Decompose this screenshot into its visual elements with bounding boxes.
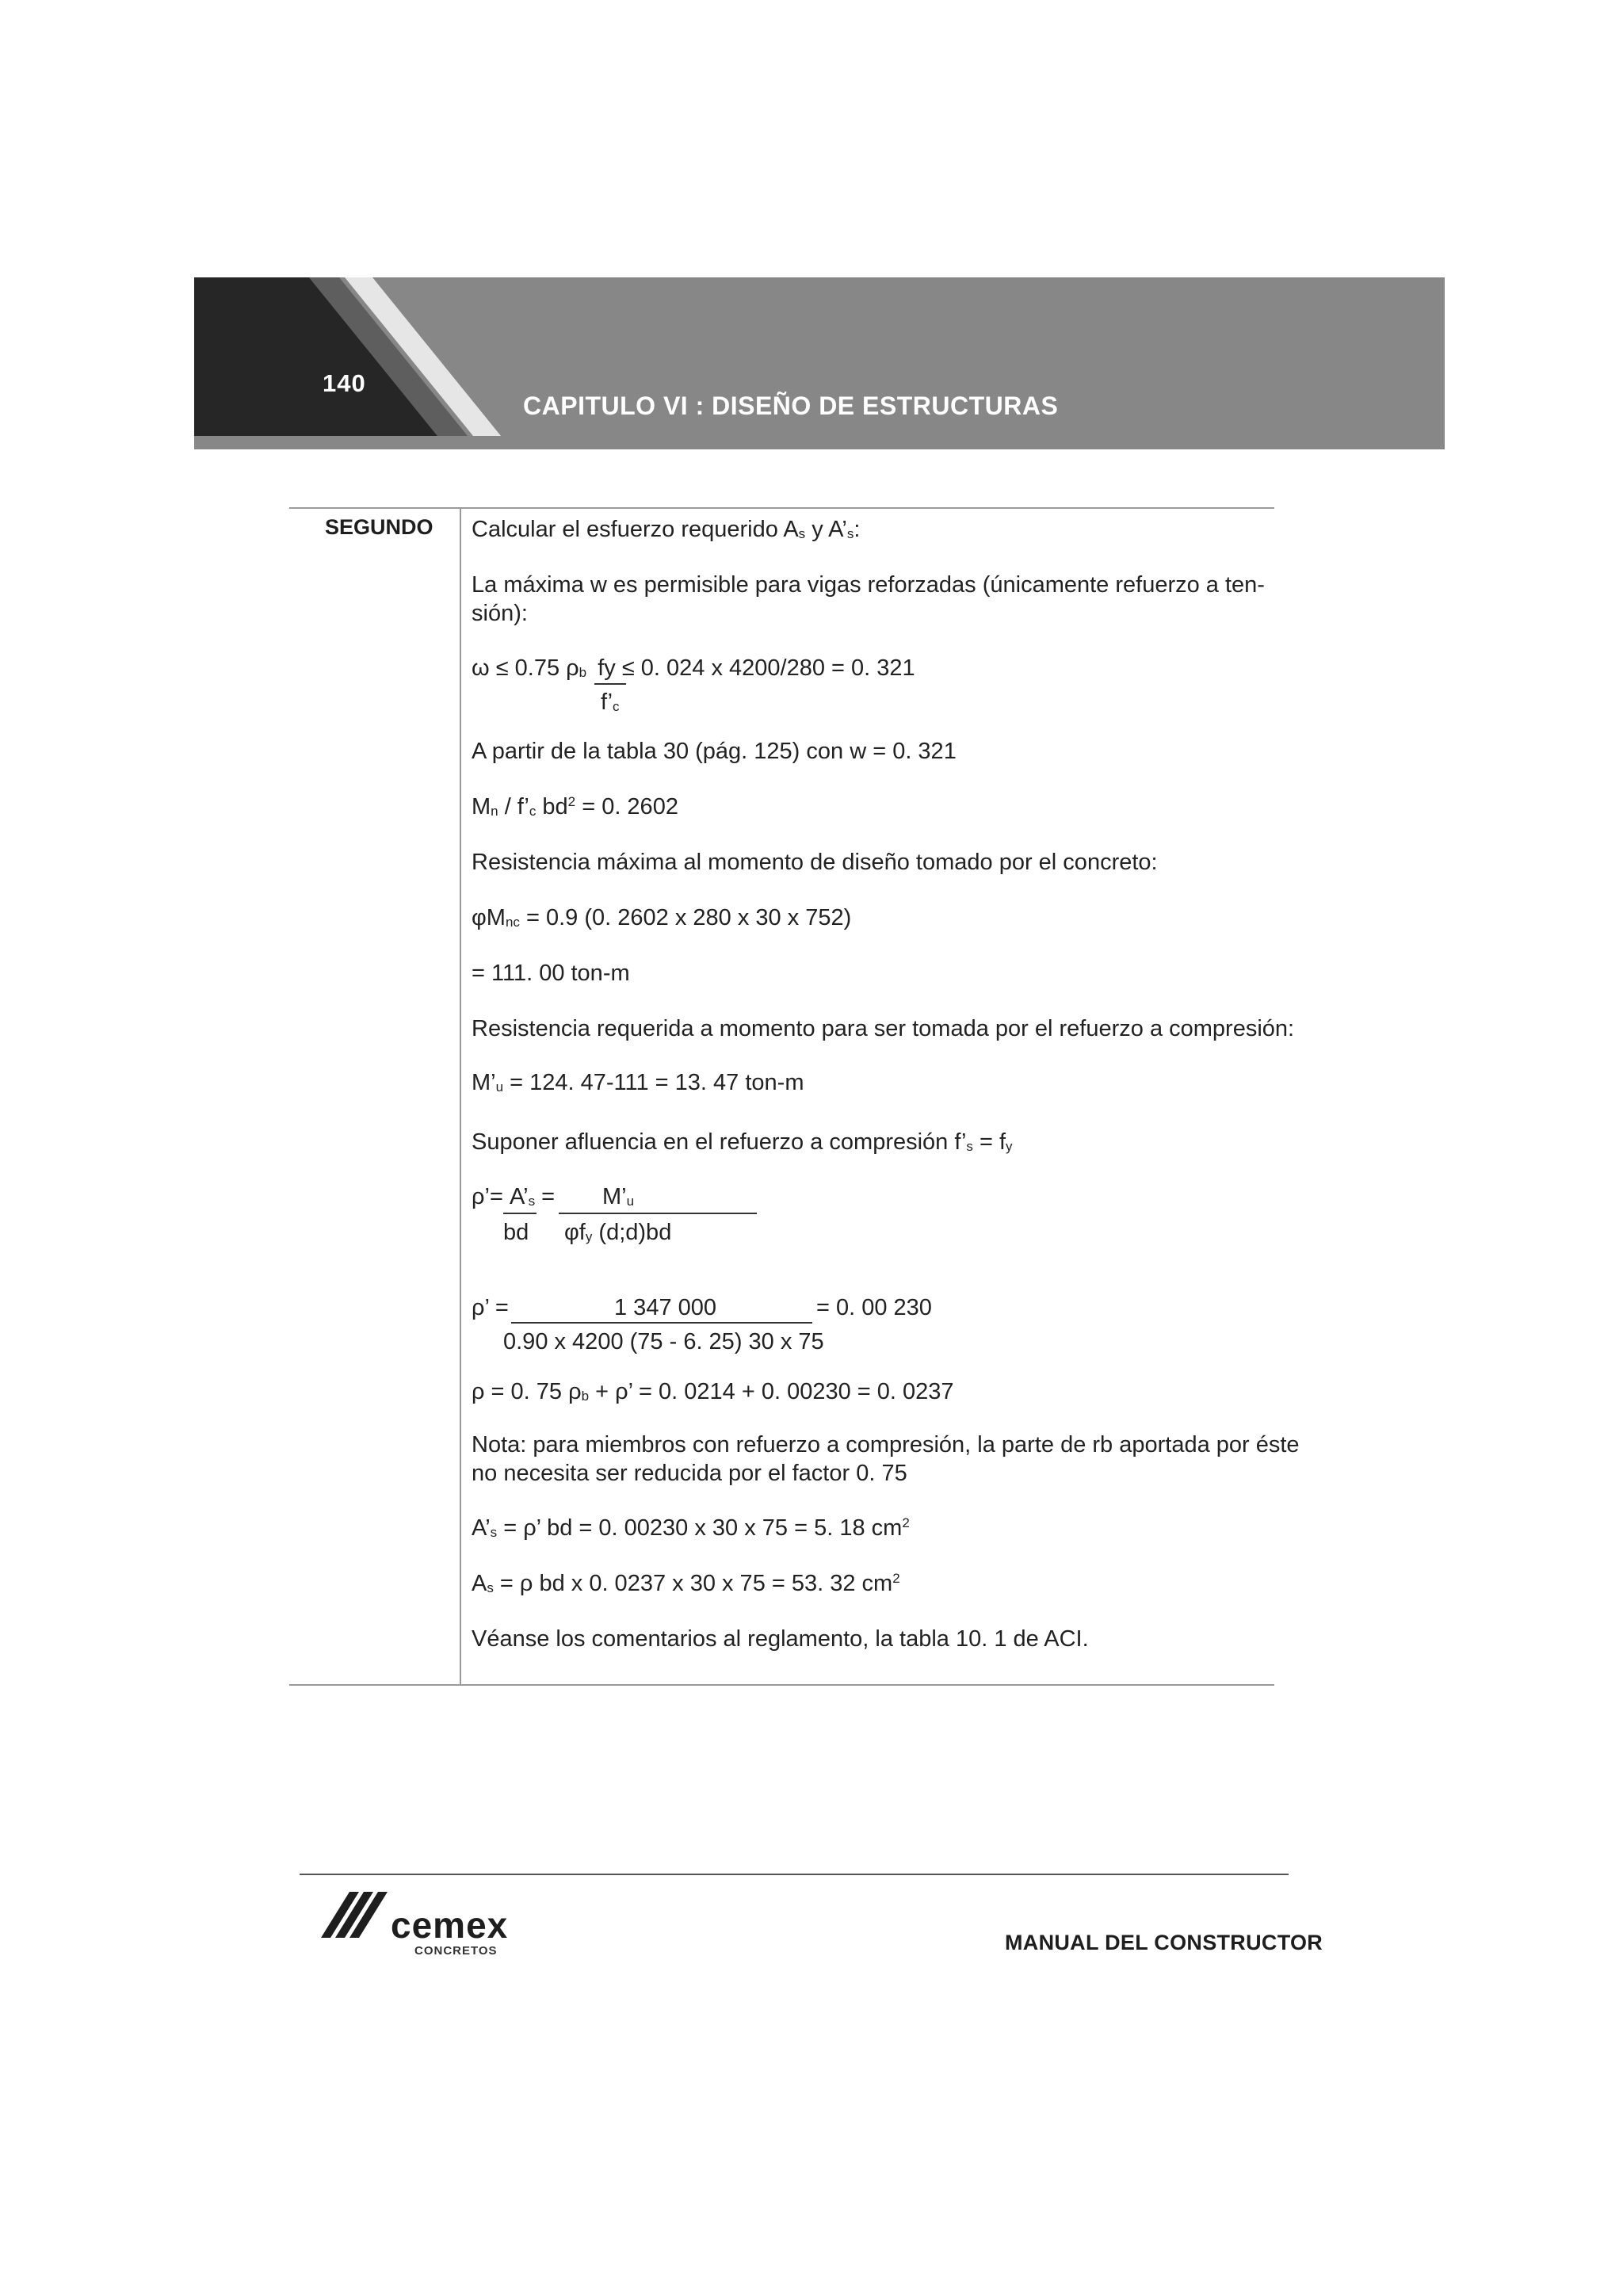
step-label: SEGUNDO <box>325 515 433 539</box>
logo-subtitle: CONCRETOS <box>414 1944 498 1958</box>
formula-mu <box>472 1068 804 1097</box>
line-veanse: Véanse los comentarios al reglamento, la tabla 10. 1 de ACI. <box>472 1626 1089 1652</box>
text: f’ <box>601 690 613 715</box>
text: ρ’= <box>472 1184 510 1209</box>
subscript: b <box>581 1389 590 1404</box>
subscript: b <box>579 665 587 680</box>
text: = 0. 00 230 <box>816 1295 932 1320</box>
text: ρ = 0. 75 ρ <box>472 1379 582 1404</box>
text: = ρ’ bd = 0. 00230 x 30 x 75 = 5. 18 cm <box>497 1515 903 1541</box>
text: = f <box>972 1129 1006 1155</box>
table-column-divider <box>460 508 461 1684</box>
text: y A’ <box>805 517 847 542</box>
subscript: n <box>491 804 498 819</box>
text: ω ≤ 0.75 ρ <box>472 655 579 681</box>
footer-title: MANUAL DEL CONSTRUCTOR <box>1005 1931 1323 1954</box>
text: : <box>854 517 861 542</box>
superscript: 2 <box>892 1571 900 1586</box>
subscript: y <box>1006 1139 1013 1154</box>
cemex-logo <box>321 1889 527 1960</box>
formula-phi-mnc <box>472 904 851 932</box>
footer-rule <box>300 1874 1289 1875</box>
text: / f’ <box>498 794 529 819</box>
line-tabla-30: A partir de la tabla 30 (pág. 125) con w = 0. 321 <box>472 739 957 764</box>
subscript: s <box>798 526 806 541</box>
text: M’ <box>472 1070 496 1095</box>
subscript: nc <box>505 915 520 930</box>
formula-mn <box>472 793 678 821</box>
superscript: 2 <box>902 1515 910 1530</box>
line-maxima-w <box>472 571 1265 628</box>
line-resistencia-maxima: Resistencia máxima al momento de diseño tomado por el concreto: <box>472 850 1158 875</box>
formula-omega <box>472 654 915 682</box>
text: = 0. 2602 <box>575 794 678 819</box>
line-nota <box>472 1431 1300 1488</box>
text: sión): <box>472 601 528 626</box>
text: bd <box>536 794 568 819</box>
subscript: s <box>528 1194 536 1209</box>
header-band-graphic <box>194 277 1445 449</box>
text: = 124. 47-111 = 13. 47 ton-m <box>503 1070 804 1095</box>
text: φf <box>564 1220 586 1245</box>
fraction-numerator: 1 347 000 <box>614 1295 717 1320</box>
subscript: c <box>613 699 620 714</box>
text: M’ <box>602 1184 627 1209</box>
formula-rho <box>472 1377 954 1406</box>
formula-rho-prime-a <box>472 1182 555 1211</box>
superscript: 2 <box>567 794 576 809</box>
table-top-border <box>289 507 1274 509</box>
subscript: u <box>626 1194 635 1209</box>
fraction-numerator <box>602 1182 634 1211</box>
text: A’ <box>472 1515 491 1541</box>
text: A’ <box>509 1184 529 1209</box>
text: + ρ’ = 0. 0214 + 0. 00230 = 0. 0237 <box>589 1379 954 1404</box>
formula-as-prime <box>472 1514 910 1542</box>
text: = <box>535 1184 556 1209</box>
text: = ρ bd x 0. 0237 x 30 x 75 = 53. 32 cm <box>493 1571 893 1596</box>
fraction-denominator: bd <box>503 1220 529 1245</box>
subscript: s <box>490 1525 498 1540</box>
text: φM <box>472 905 506 930</box>
line-suponer-afluencia <box>472 1128 1013 1156</box>
text: ≤ 0. 024 x 4200/280 = 0. 321 <box>615 655 915 681</box>
text: A <box>472 1571 487 1596</box>
text: Nota: para miembros con refuerzo a compresión, la parte de rb aportada por éste <box>472 1432 1300 1457</box>
line-resistencia-requerida: Resistencia requerida a momento para ser tomada por el refuerzo a compresión: <box>472 1016 1295 1041</box>
fraction-denominator: 0.90 x 4200 (75 - 6. 25) 30 x 75 <box>503 1329 824 1354</box>
formula-rho-prime-b: ρ’ = <box>472 1295 509 1320</box>
subscript: y <box>585 1229 593 1244</box>
text: (d;d)bd <box>592 1220 672 1245</box>
logo-wordmark: cemex <box>391 1904 509 1946</box>
line-result-111: = 111. 00 ton-m <box>472 961 630 986</box>
fraction-bar <box>559 1213 757 1214</box>
table-bottom-border <box>289 1684 1274 1686</box>
text: no necesita ser reducida por el factor 0. 75 <box>472 1461 907 1486</box>
fraction-bar <box>594 683 626 685</box>
fraction-denominator <box>564 1218 671 1247</box>
fraction-denominator <box>601 688 620 716</box>
fraction-bar <box>503 1213 537 1214</box>
formula-as <box>472 1569 900 1598</box>
subscript: u <box>495 1079 504 1095</box>
text: = 0.9 (0. 2602 x 280 x 30 x 752) <box>519 905 852 930</box>
fraction-numerator: fy <box>598 655 616 681</box>
line-calcular <box>472 515 860 544</box>
subscript: s <box>487 1580 494 1595</box>
text: Suponer afluencia en el refuerzo a compresión f’ <box>472 1129 967 1155</box>
subscript: s <box>846 526 854 541</box>
text: M <box>472 794 491 819</box>
text: La máxima w es permisible para vigas reforzadas (únicamente refuerzo a ten- <box>472 572 1265 598</box>
subscript: c <box>529 804 537 819</box>
page-number: 140 <box>323 369 366 397</box>
fraction-bar <box>511 1322 812 1324</box>
text: Calcular el esfuerzo requerido A <box>472 517 799 542</box>
chapter-header <box>194 277 1445 449</box>
subscript: s <box>966 1139 973 1154</box>
chapter-title: CAPITULO VI : DISEÑO DE ESTRUCTURAS <box>523 392 1059 420</box>
cemex-logo-graphic <box>321 1889 527 1960</box>
